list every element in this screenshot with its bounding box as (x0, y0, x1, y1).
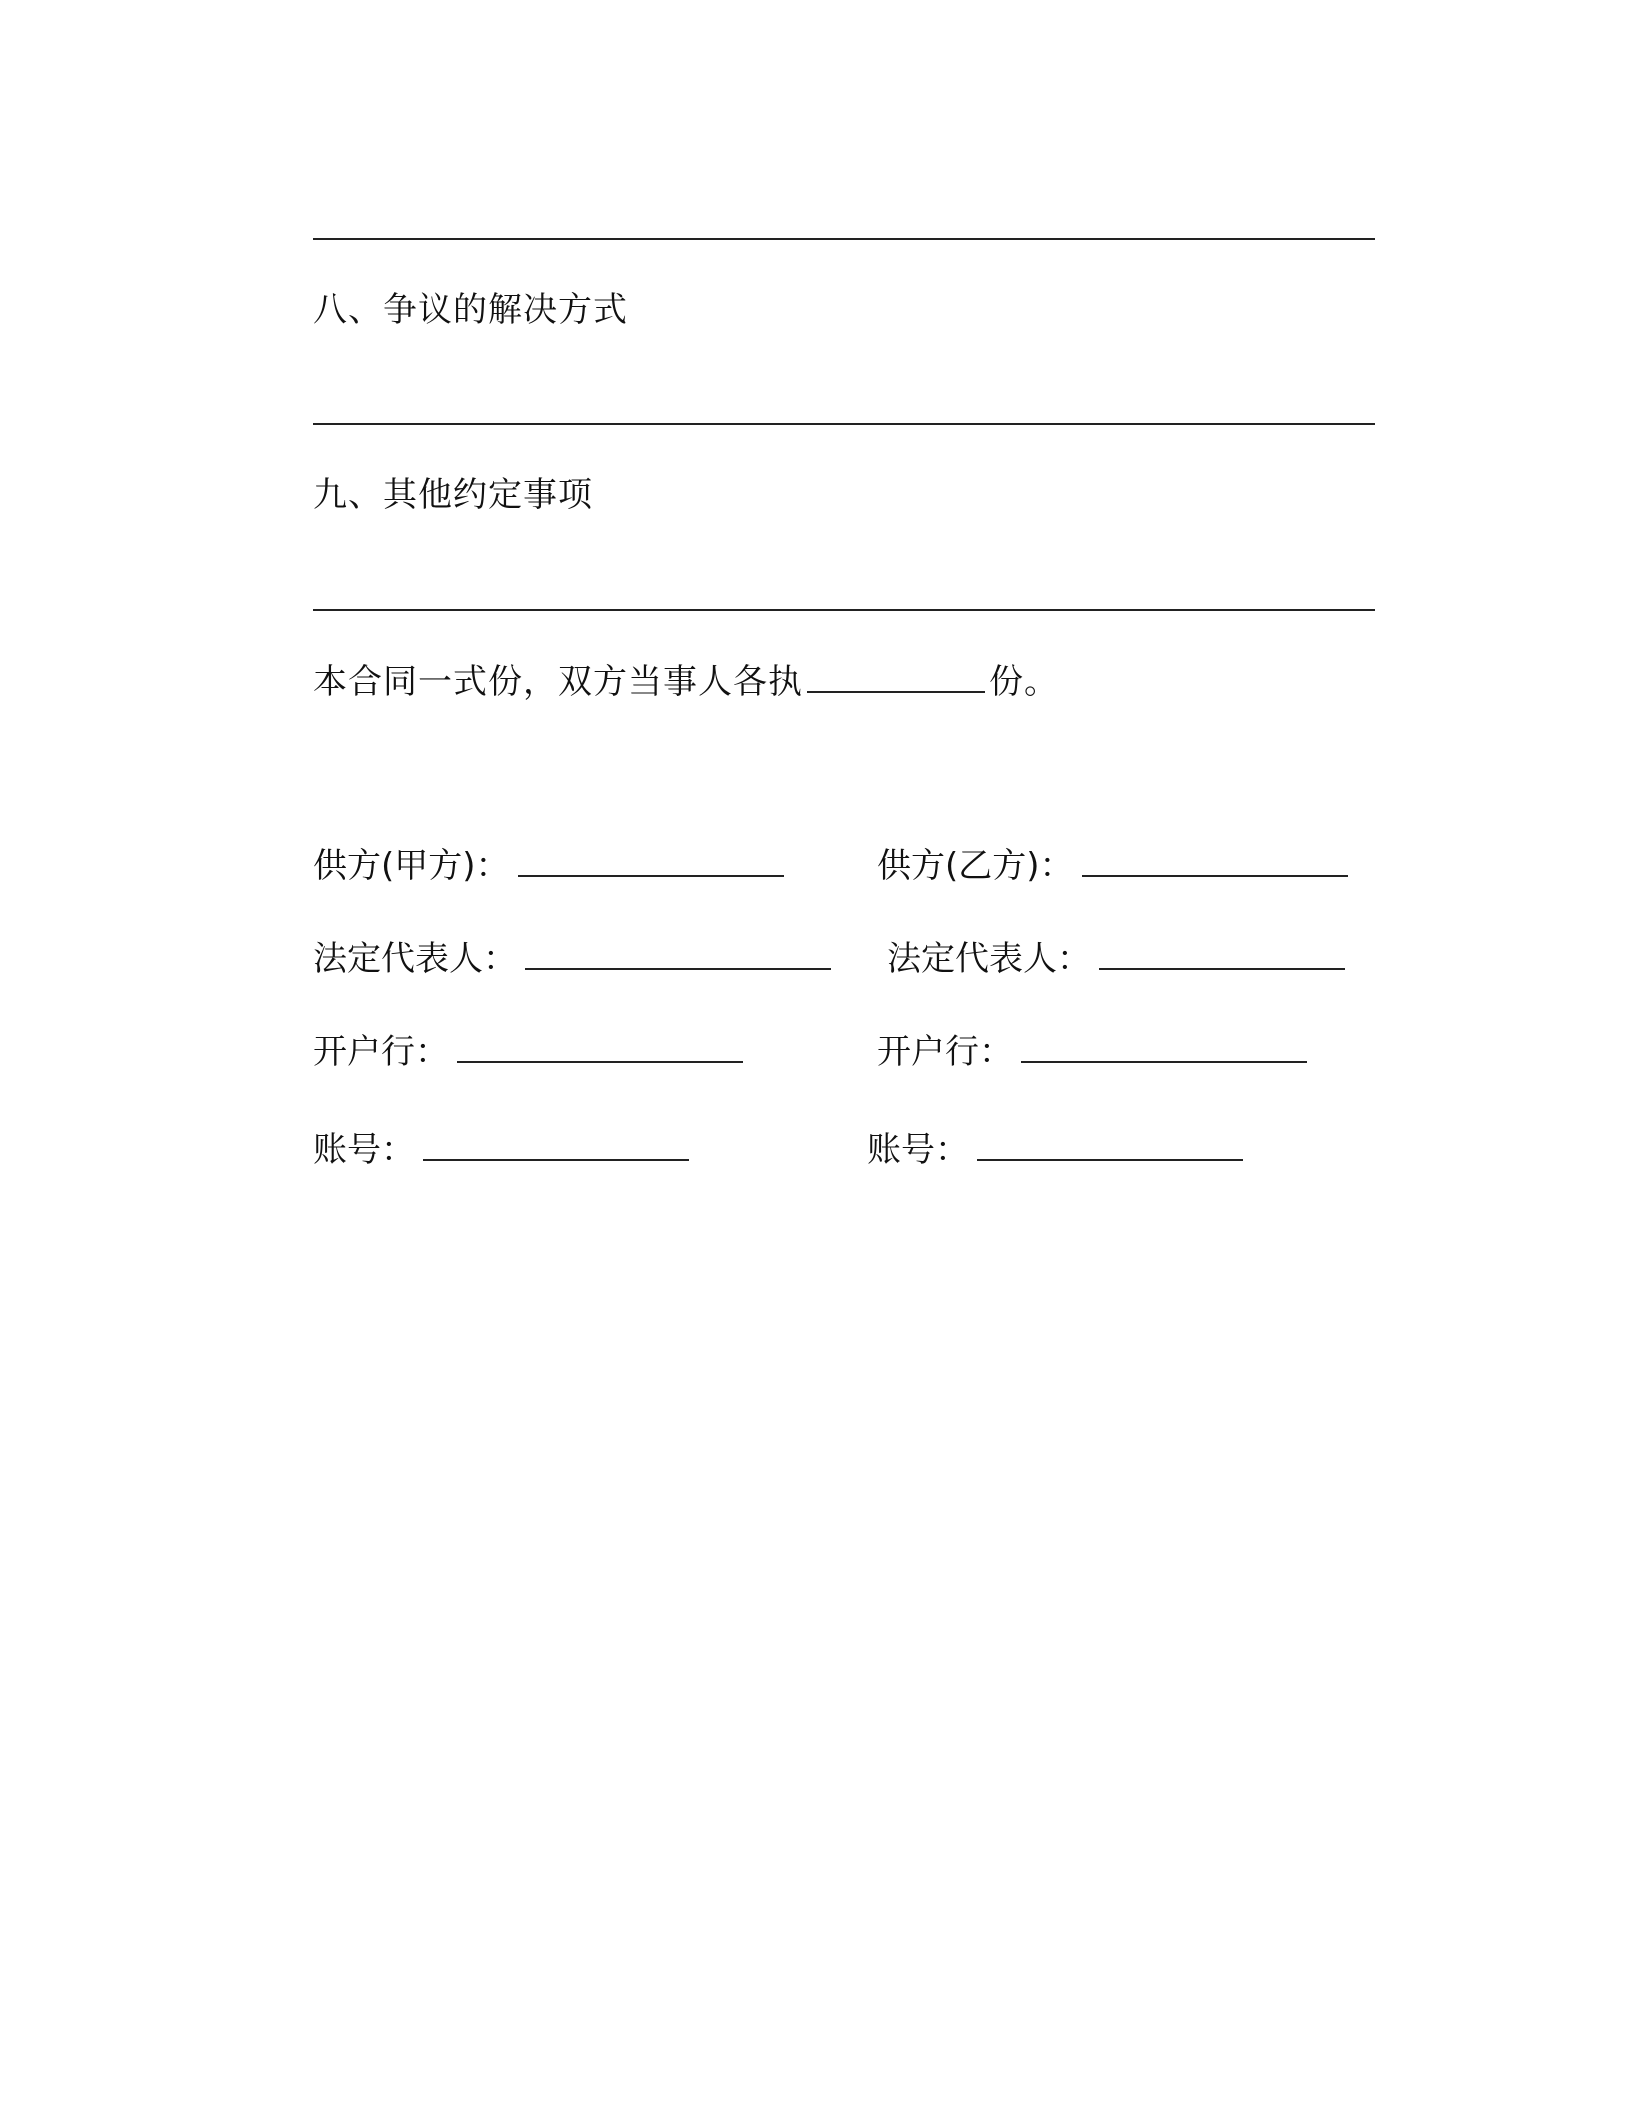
party-a-blank (518, 847, 784, 877)
account-b-field (867, 1130, 1247, 1170)
fill-line-8 (313, 423, 1375, 425)
rep-a-field (313, 939, 835, 979)
party-b-label: 供方(乙方)： (877, 846, 1074, 886)
bank-a-label: 开户行： (313, 1032, 449, 1072)
rep-b-label: 法定代表人： (887, 939, 1091, 979)
account-b-blank (977, 1131, 1243, 1161)
rep-b-field (887, 939, 1349, 979)
rep-a-label: 法定代表人： (313, 939, 517, 979)
party-a-label: 供方(甲方)： (313, 846, 510, 886)
copies-clause-end: 份。 (989, 662, 1059, 702)
bank-b-field (877, 1032, 1311, 1072)
account-b-label: 账号： (867, 1130, 969, 1170)
copies-clause (313, 662, 1059, 702)
account-a-label: 账号： (313, 1130, 415, 1170)
party-b-blank (1082, 847, 1348, 877)
section-heading-8: 八、争议的解决方式 (313, 290, 628, 330)
section-heading-9: 九、其他约定事项 (313, 475, 593, 515)
party-b-field (877, 846, 1352, 886)
bank-b-label: 开户行： (877, 1032, 1013, 1072)
fill-line-7 (313, 238, 1375, 240)
fill-line-9 (313, 609, 1375, 611)
rep-a-blank (525, 940, 831, 970)
account-a-field (313, 1130, 693, 1170)
party-a-field (313, 846, 788, 886)
copies-clause-text: 本合同一式份，双方当事人各执 (313, 662, 803, 702)
account-a-blank (423, 1131, 689, 1161)
rep-b-blank (1099, 940, 1345, 970)
bank-b-blank (1021, 1033, 1307, 1063)
copies-blank (807, 663, 985, 693)
bank-a-blank (457, 1033, 743, 1063)
bank-a-field (313, 1032, 747, 1072)
